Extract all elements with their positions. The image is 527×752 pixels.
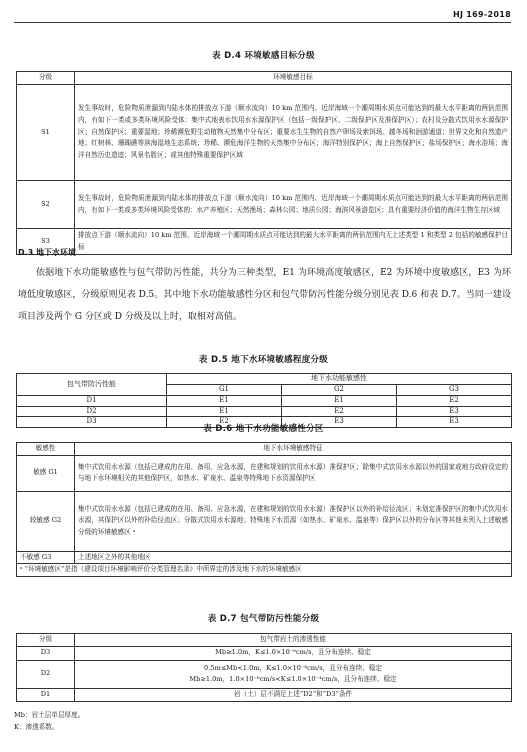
header-cell: 分级 (17, 72, 75, 85)
target-cell: 发生事故时，危险物质泄漏到内陆水体的排放点下游（顺水流向）10 km 范围内、近岸海域一个潮周期水质点可能达到的最大水平距离的两倍范围内，有如下一类或多类环境风险受体：集中式地表水饮用水水源保护区（包括一级保护区、二级保护区及准保护区）；农村及分散式饮用水水源保护区；自然保护区；重要湿地；珍稀濒危野生动植物天然集中分布区；重要水生生物的自然产卵场及索饵场、越冬场和洄游通道；世界文化和自然遗产地；红树林、珊瑚礁等滨海湿地生态系统；珍稀、濒危海洋生物的天然集中分布区；海洋特别保护区；海上自然保护区；盐场保护区；海水浴场；海洋自然历史遗迹；风景名胜区；或其他特殊重要保护区域 (75, 85, 512, 181)
sensitivity-cell: 较敏感 G2 (17, 491, 75, 551)
feature-cell: 集中式饮用水水源（包括已建成的在用、备用、应急水源，在建和规划的饮用水水源）准保护区；除集中式饮用水水源以外的国家或地方政府设定的与地下水环境相关的其他保护区，如热水、矿泉水、温泉等特殊地下水资源保护区 (75, 455, 512, 491)
table-d6 (16, 442, 512, 577)
table-row (17, 660, 512, 688)
table-header-row (17, 634, 512, 647)
table-row (17, 181, 512, 229)
footnote: ᵃ “环境敏感区”是指《建设项目环境影响评价分类管理名录》中所界定的涉及地下水的环境敏感区 (17, 564, 512, 577)
table-cell: E3 (282, 417, 397, 428)
table-header-row (17, 374, 512, 385)
sensitivity-cell: 不敏感 G3 (17, 551, 75, 564)
sensitivity-cell: 敏感 G1 (17, 455, 75, 491)
table-cell: E3 (397, 406, 512, 417)
table-row (17, 688, 512, 701)
table-d7-title: 表 D.7 包气带防污性能分级 (207, 614, 320, 624)
target-cell: 发生事故时，危险物质泄漏到内陆水体的排放点下游（顺水流向）10 km 范围内、近岸海域一个潮周期水质点可能达到的最大水平距离的两倍范围内，有如下一类或多类环境风险受体的：水产养殖区；天然渔场；森林公园；地质公园；海滨风景游览区；具有重要经济价值的海洋生物生存区域 (75, 181, 512, 229)
table-d4-title: 表 D.4 环境敏感目标分级 (212, 51, 315, 61)
permeability-cell (75, 660, 512, 688)
grade-cell: D1 (17, 688, 75, 701)
grade-cell: S3 (17, 229, 75, 255)
table-row (17, 551, 512, 564)
note-line: K：渗透系数。 (14, 723, 59, 731)
table-cell: E3 (397, 417, 512, 428)
permeability-line: Mb≥1.0m，1.0×10⁻⁶cm/s<K≤1.0×10⁻⁴cm/s，且分布连续、稳定 (189, 675, 397, 684)
grade-cell: S1 (17, 85, 75, 181)
table-header-row (17, 443, 512, 456)
col-header-g2: G2 (282, 385, 397, 396)
table-cell: E1 (167, 396, 282, 407)
row-label: D3 (17, 417, 167, 428)
target-cell: 排放点下游（顺水流向）10 km 范围、近岸海域一个潮周期水质点可能达到的最大水平距离的两倍范围内无上述类型 1 和类型 2 包括的敏感保护目标 (75, 229, 512, 255)
table-row (17, 229, 512, 255)
header-cell: 敏感性 (17, 443, 75, 456)
header-cell: 地下水环境敏感特征 (75, 443, 512, 456)
table-d4 (16, 71, 512, 255)
table-d5-title: 表 D.5 地下水环境敏感程度分级 (198, 355, 329, 365)
feature-cell: 集中式饮用水水源（包括已建成的在用、备用、应急水源，在建和规划的饮用水水源）准保护区以外的补给径流区；未划定准保护区的集中式饮用水水源，其保护区以外的补给径流区；分散式饮用水水源地；特殊地下水资源（如热水、矿泉水、温泉等）保护区以外的分布区等其他未列入上述敏感分级的环境敏感区 ᵃ (75, 491, 512, 551)
table-cell: E2 (282, 406, 397, 417)
table-cell: E1 (167, 406, 282, 417)
permeability-cell: Mb≥1.0m，K≤1.0×10⁻⁶cm/s，且分布连续、稳定 (75, 646, 512, 660)
table-row (17, 455, 512, 491)
body-paragraph: 依据地下水功能敏感性与包气带防污性能，共分为三种类型，E1 为环境高度敏感区，E2 为环境中度敏感区，E3 为环境低度敏感区，分级原则见表 D.5。其中地下水功能敏感性分区和包气带防污性能分级分别见表 D.6 和表 D.7。当同一建设项目涉及两个 G 分区或 D 分级及以上时，取相对高值。 (18, 268, 511, 322)
row-label: D1 (17, 396, 167, 407)
table-footnote-row (17, 564, 512, 577)
section-heading: D.3 地下水环境 (18, 248, 77, 257)
table-d6-title: 表 D.6 地下水功能敏感性分区 (203, 424, 324, 434)
feature-cell: 上述地区之外的其他地区 (75, 551, 512, 564)
table-d7-notes (14, 709, 514, 733)
grade-cell: D3 (17, 646, 75, 660)
permeability-cell: 岩（土）层不满足上述“D2”和“D3”条件 (75, 688, 512, 701)
col-header-cell: 地下水功能敏感性 (167, 374, 512, 385)
table-cell: E2 (397, 396, 512, 407)
table-cell: E1 (282, 396, 397, 407)
note-line: Mb：岩土层单层厚度。 (14, 711, 85, 719)
table-header-row (17, 72, 512, 85)
table-d5 (16, 373, 512, 428)
col-header-g3: G3 (397, 385, 512, 396)
header-rule (14, 22, 511, 23)
row-label: D2 (17, 406, 167, 417)
table-row (17, 406, 512, 417)
col-header-g1: G1 (167, 385, 282, 396)
permeability-line: 0.5m≤Mb<1.0m，K≤1.0×10⁻⁶cm/s，且分布连续、稳定 (204, 663, 382, 672)
table-row (17, 85, 512, 181)
grade-cell: D2 (17, 660, 75, 688)
table-row (17, 491, 512, 551)
standard-code: HJ 169-2018 (452, 10, 511, 19)
header-cell: 环境敏感目标 (75, 72, 512, 85)
grade-cell: S2 (17, 181, 75, 229)
table-row (17, 396, 512, 407)
table-d7 (16, 633, 512, 702)
row-header-cell: 包气带防污性能 (17, 374, 167, 396)
header-cell: 分级 (17, 634, 75, 647)
header-cell: 包气带岩土的渗透性能 (75, 634, 512, 647)
table-row (17, 646, 512, 660)
table-cell: E2 (167, 417, 282, 428)
